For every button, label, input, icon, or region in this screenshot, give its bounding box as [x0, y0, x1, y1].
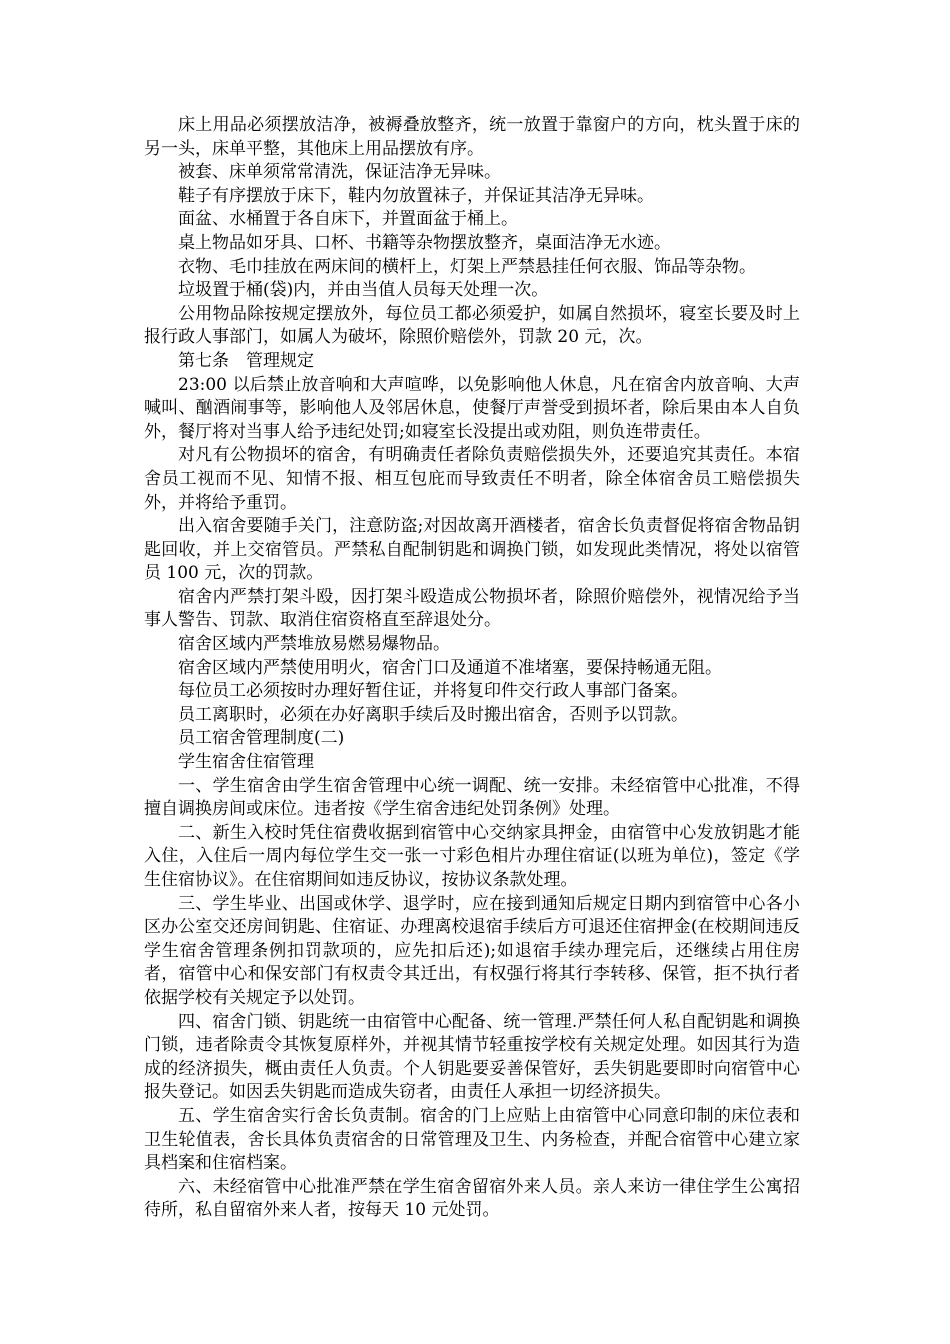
paragraph: 二、新生入校时凭住宿费收据到宿管中心交纳家具押金，由宿管中心发放钥匙才能入住，入住后一周内每位学生交一张一寸彩色相片办理住宿证(以班为单位)，签定《学生住宿协议》。在住宿期间如违反协议，按协议条款处理。 — [144, 822, 800, 890]
paragraph: 对凡有公物损坏的宿舍，有明确责任者除负责赔偿损失外，还要追究其责任。本宿舍员工视而不见、知情不报、相互包庇而导致责任不明者，除全体宿舍员工赔偿损失外，并将给予重罚。 — [144, 445, 800, 513]
paragraph: 三、学生毕业、出国或休学、退学时，应在接到通知后规定日期内到宿管中心各小区办公室交还房间钥匙、住宿证、办理离校退宿手续后方可退还住宿押金(在校期间违反学生宿舍管理条例扣罚款项的，应先扣后还);如退宿手续办理完后，还继续占用住房者，宿管中心和保安部门有权责令其迁出，有权强行将其行李转移、保管，拒不执行者依据学校有关规定予以处罚。 — [144, 893, 800, 1008]
paragraph: 23:00 以后禁止放音响和大声喧哗，以免影响他人休息，凡在宿舍内放音响、大声喊叫、酗酒闹事等，影响他人及邻居休息，使餐厅声誉受到损坏者，除后果由本人自负外，餐厅将对当事人给予违纪处罚;如寝室长没提出或劝阻，则负连带责任。 — [144, 374, 800, 442]
paragraph: 垃圾置于桶(袋)内，并由当值人员每天处理一次。 — [178, 280, 549, 301]
paragraph: 宿舍区域内严禁堆放易燃易爆物品。 — [178, 634, 450, 655]
paragraph: 四、宿舍门锁、钥匙统一由宿管中心配备、统一管理.严禁任何人私自配钥匙和调换门锁，违者除责令其恢复原样外，并视其情节轻重按学校有关规定处理。如因其行为造成的经济损失，概由责任人负责。个人钥匙要妥善保管好，丢失钥匙要即时向宿管中心报失登记。如因丢失钥匙而造成失窃者，由责任人承担一切经济损失。 — [144, 1011, 800, 1103]
paragraph: 每位员工必须按时办理好暂住证，并将复印件交行政人事部门备案。 — [178, 681, 688, 702]
paragraph: 鞋子有序摆放于床下，鞋内勿放置袜子，并保证其洁净无异味。 — [178, 185, 654, 206]
paragraph: 宿舍区域内严禁使用明火，宿舍门口及通道不准堵塞，要保持畅通无阻。 — [178, 657, 722, 678]
document-page — [144, 114, 800, 1223]
paragraph: 员工离职时，必须在办好离职手续后及时搬出宿舍，否则予以罚款。 — [178, 704, 688, 725]
paragraph: 第七条 管理规定 — [178, 350, 314, 371]
paragraph: 公用物品除按规定摆放外，每位员工都必须爱护，如属自然损坏，寝室长要及时上报行政人事部门，如属人为破坏，除照价赔偿外，罚款 20 元，次。 — [144, 303, 800, 348]
paragraph: 学生宿舍住宿管理 — [178, 752, 314, 773]
paragraph: 面盆、水桶置于各自床下，并置面盆于桶上。 — [178, 209, 518, 230]
paragraph: 出入宿舍要随手关门，注意防盗;对因故离开酒楼者，宿舍长负责督促将宿舍物品钥匙回收，并上交宿管员。严禁私自配制钥匙和调换门锁，如发现此类情况，将处以宿管员 100 元，次的罚款。 — [144, 516, 800, 584]
paragraph: 衣物、毛巾挂放在两床间的横杆上，灯架上严禁悬挂任何衣服、饰品等杂物。 — [178, 256, 756, 277]
paragraph: 桌上物品如牙具、口杯、书籍等杂物摆放整齐，桌面洁净无水迹。 — [178, 232, 671, 253]
paragraph: 床上用品必须摆放洁净，被褥叠放整齐，统一放置于靠窗户的方向，枕头置于床的另一头，床单平整，其他床上用品摆放有序。 — [144, 115, 800, 159]
paragraph: 宿舍内严禁打架斗殴，因打架斗殴造成公物损坏者，除照价赔偿外，视情况给予当事人警告、罚款、取消住宿资格直至辞退处分。 — [144, 586, 800, 631]
paragraph: 六、未经宿管中心批准严禁在学生宿舍留宿外来人员。亲人来访一律住学生公寓招待所，私自留宿外来人者，按每天 10 元处罚。 — [144, 1176, 800, 1221]
paragraph: 一、学生宿舍由学生宿舍管理中心统一调配、统一安排。未经宿管中心批准，不得擅自调换房间或床位。违者按《学生宿舍违纪处罚条例》处理。 — [144, 775, 800, 820]
paragraph: 员工宿舍管理制度(二) — [178, 728, 345, 749]
paragraph: 被套、床单须常常清洗，保证洁净无异味。 — [178, 162, 501, 183]
paragraph: 五、学生宿舍实行舍长负责制。宿舍的门上应贴上由宿管中心同意印制的床位表和卫生轮值表，舍长具体负责宿舍的日常管理及卫生、内务检查，并配合宿管中心建立家具档案和住宿档案。 — [144, 1105, 800, 1174]
